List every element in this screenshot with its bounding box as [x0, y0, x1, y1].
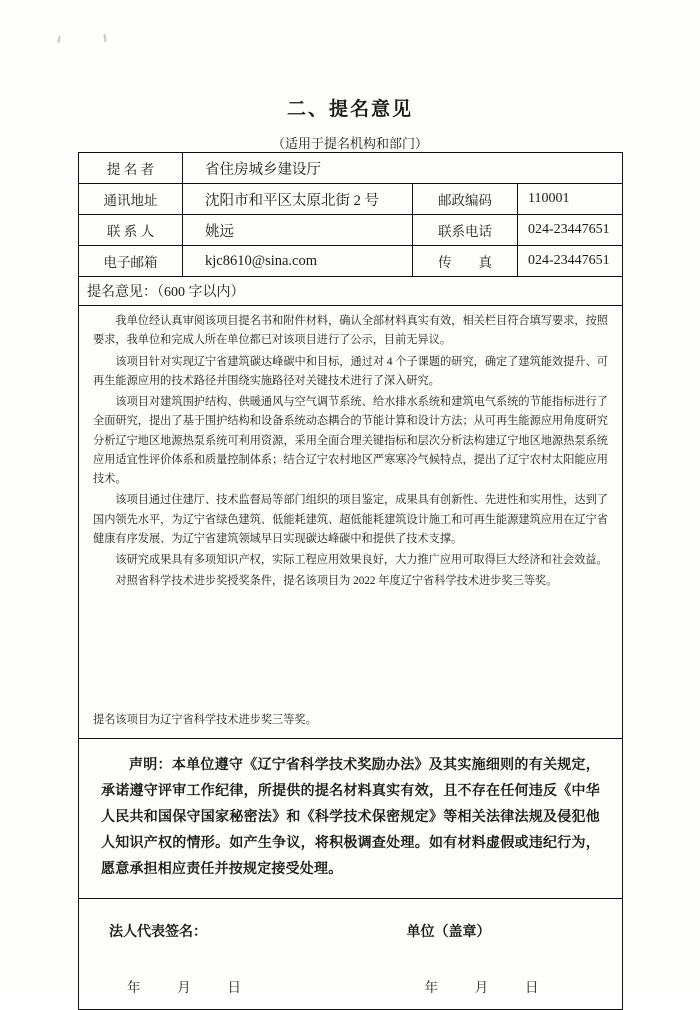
nominator-label: [79, 153, 183, 183]
declaration-text: 声明：本单位遵守《辽宁省科学技术奖励办法》及其实施细则的有关规定，承诺遵守评审工作纪律，所提供的提名材料真实有效，且不存在任何违反《中华人民共和国保守国家秘密法》和《科学技术保密规定》等相关法律法规及侵犯他人知识产权的情形。如产生争议，将积极调查处理。如有材料虚假或违纪行为，愿意承担相应责任并按规定接受处理。: [101, 758, 600, 877]
postcode-label-text: 邮政编码: [438, 193, 492, 208]
opinion-paragraph: 该研究成果具有多项知识产权，实际工程应用效果良好，大力推广应用可取得巨大经济和社会效益。: [115, 554, 608, 567]
nomination-form-table: [78, 152, 623, 1010]
scan-speck-icon: [103, 34, 106, 42]
opinion-body: [79, 306, 622, 738]
nominator-value: 省住房城乡建设厅: [205, 161, 321, 178]
contact-label: [79, 215, 183, 245]
unit-seal-label: 单位（盖章）: [406, 925, 491, 941]
table-row-signature: [79, 899, 622, 963]
signature-row: [79, 899, 622, 963]
page-title: 二、提名意见: [286, 99, 413, 120]
date-day-label-right: 日: [525, 980, 539, 996]
address-label-text: 通讯地址: [103, 193, 158, 208]
email-label-text: 电子邮箱: [103, 255, 158, 270]
opinion-tail-note: 提名该项目为辽宁省科学技术进步奖三等奖。: [93, 713, 317, 726]
phone-label-text: 联系电话: [438, 224, 492, 239]
table-row-opinion-body: [79, 306, 622, 739]
contact-label-text: 联 系 人: [106, 224, 155, 239]
date-day-label-left: 日: [227, 980, 241, 996]
date-row: [79, 963, 622, 1009]
opinion-paragraph: 该项目通过住建厅、技术监督局等部门组织的项目鉴定，成果具有创新性、先进性和实用性，达到了国内领先水平，为辽宁省绿色建筑、低能耗建筑、超低能耗建筑设计施工和可再生能源建筑应用在辽宁省健康有序发展、为辽宁省建筑领域早日实现碳达峰碳中和提供了技术支撑。: [93, 494, 608, 545]
table-row-date: [79, 963, 622, 1009]
declaration-block: [79, 739, 622, 898]
date-month-label-left: 月: [177, 980, 191, 996]
page-subtitle: （适用于提名机构和部门）: [271, 136, 428, 151]
table-row-contact: [79, 215, 622, 246]
fax-label: [413, 246, 518, 276]
opinion-paragraph: 对照省科学技术进步奖授奖条件，提名该项目为 2022 年度辽宁省科学技术进步奖三等奖。: [115, 575, 558, 588]
date-year-label-right: 年: [424, 980, 438, 996]
date-left-group: [79, 976, 325, 996]
phone-label: [413, 215, 518, 245]
table-row-address: [79, 184, 622, 215]
opinion-paragraph: 我单位经认真审阅该项目提名书和附件材料，确认全部材料真实有效，相关栏目符合填写要求，按照要求，我单位和完成人所在单位都已对该项目进行了公示，目前无异议。: [93, 315, 608, 347]
fax-label-text: 传 真: [438, 255, 492, 270]
phone-value: 024-23447651: [528, 222, 610, 237]
legal-rep-signature-label: 法人代表签名：: [109, 925, 207, 941]
opinion-paragraph: 该项目对建筑围护结构、供暖通风与空气调节系统、给水排水系统和建筑电气系统的节能指标进行了全面研究，提出了基于围护结构和设备系统动态耦合的节能计算和设计方法；从可再生能源应用角度研究分析辽宁地区地源热泵系统可利用资源，采用全面合理关键指标和层次分析法构建辽宁地区地源热泵系统应用适宜性评价体系和质量控制体系；结合辽宁农村地区严寒寒冷气候特点，提出了辽宁农村太阳能应用技术。: [93, 396, 608, 486]
date-year-label-left: 年: [127, 980, 141, 996]
address-value: 沈阳市和平区太原北街 2 号: [183, 184, 413, 214]
address-label: [79, 184, 183, 214]
date-right-group: [325, 976, 623, 996]
date-month-label-right: 月: [474, 980, 489, 996]
table-row-nominator: [79, 153, 622, 184]
fax-value: 024-23447651: [528, 253, 610, 268]
table-row-opinion-header: [79, 277, 622, 306]
email-value: kjc8610@sina.com: [183, 246, 413, 276]
postcode-value: 110001: [528, 191, 570, 206]
email-label: [79, 246, 183, 276]
contact-value: 姚远: [183, 215, 413, 245]
opinion-header: 提名意见：（600 字以内）: [87, 285, 245, 300]
postcode-label: [413, 184, 518, 214]
nominator-label-text: 提 名 者: [106, 162, 155, 177]
table-row-declaration: [79, 739, 622, 899]
scan-speck-icon: [57, 36, 60, 43]
opinion-paragraph: 该项目针对实现辽宁省建筑碳达峰碳中和目标，通过对 4 个子课题的研究，确定了建筑能效提升、可再生能源应用的技术路径并围绕实施路径对关键技术进行了深入研究。: [93, 355, 608, 387]
table-row-email: [79, 246, 622, 277]
